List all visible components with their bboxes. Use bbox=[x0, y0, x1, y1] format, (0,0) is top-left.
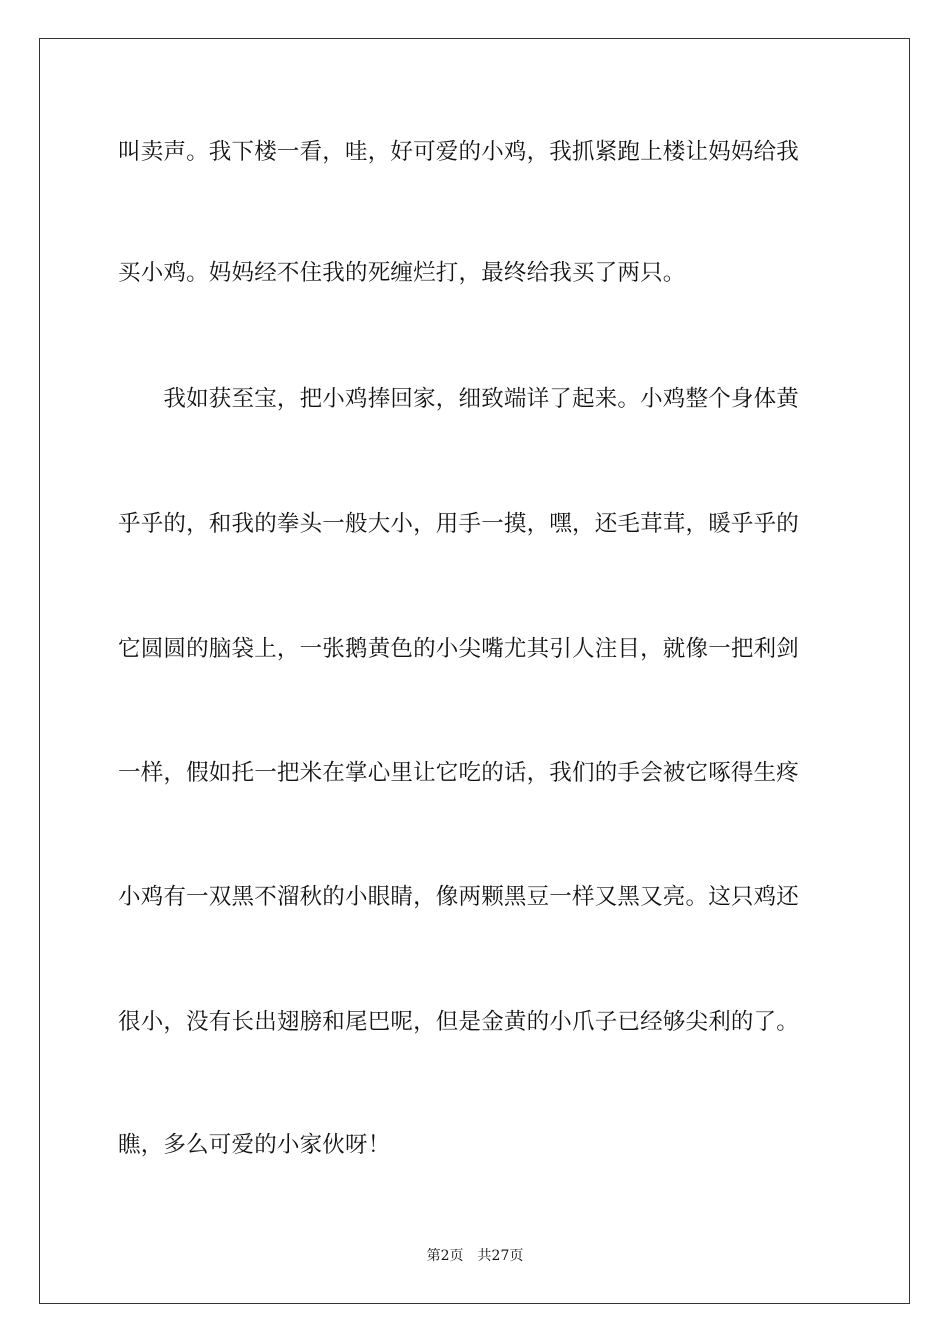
text-line: 一样，假如托一把米在掌心里让它吃的话，我们的手会被它啄得生疼 bbox=[118, 760, 800, 786]
text-line: 买小鸡。妈妈经不住我的死缠烂打，最终给我买了两只。 bbox=[118, 260, 686, 286]
text-line: 叫卖声。我下楼一看，哇，好可爱的小鸡，我抓紧跑上楼让妈妈给我 bbox=[118, 139, 800, 165]
text-line: 很小，没有长出翅膀和尾巴呢，但是金黄的小爪子已经够尖利的了。 bbox=[118, 1009, 800, 1035]
page-total: 共27页 bbox=[477, 1248, 524, 1264]
page-number: 第2页 bbox=[426, 1248, 464, 1264]
page-border bbox=[39, 38, 910, 1304]
text-line: 小鸡有一双黑不溜秋的小眼睛，像两颗黑豆一样又黑又亮。这只鸡还 bbox=[118, 884, 800, 910]
text-line: 乎乎的，和我的拳头一般大小，用手一摸，嘿，还毛茸茸，暖乎乎的 bbox=[118, 511, 800, 537]
text-line: 瞧，多么可爱的小家伙呀！ bbox=[118, 1132, 391, 1158]
page-footer bbox=[0, 1247, 950, 1265]
text-line: 我如获至宝，把小鸡捧回家，细致端详了起来。小鸡整个身体黄 bbox=[118, 386, 800, 412]
text-line: 它圆圆的脑袋上，一张鹅黄色的小尖嘴尤其引人注目，就像一把利剑 bbox=[118, 636, 800, 662]
